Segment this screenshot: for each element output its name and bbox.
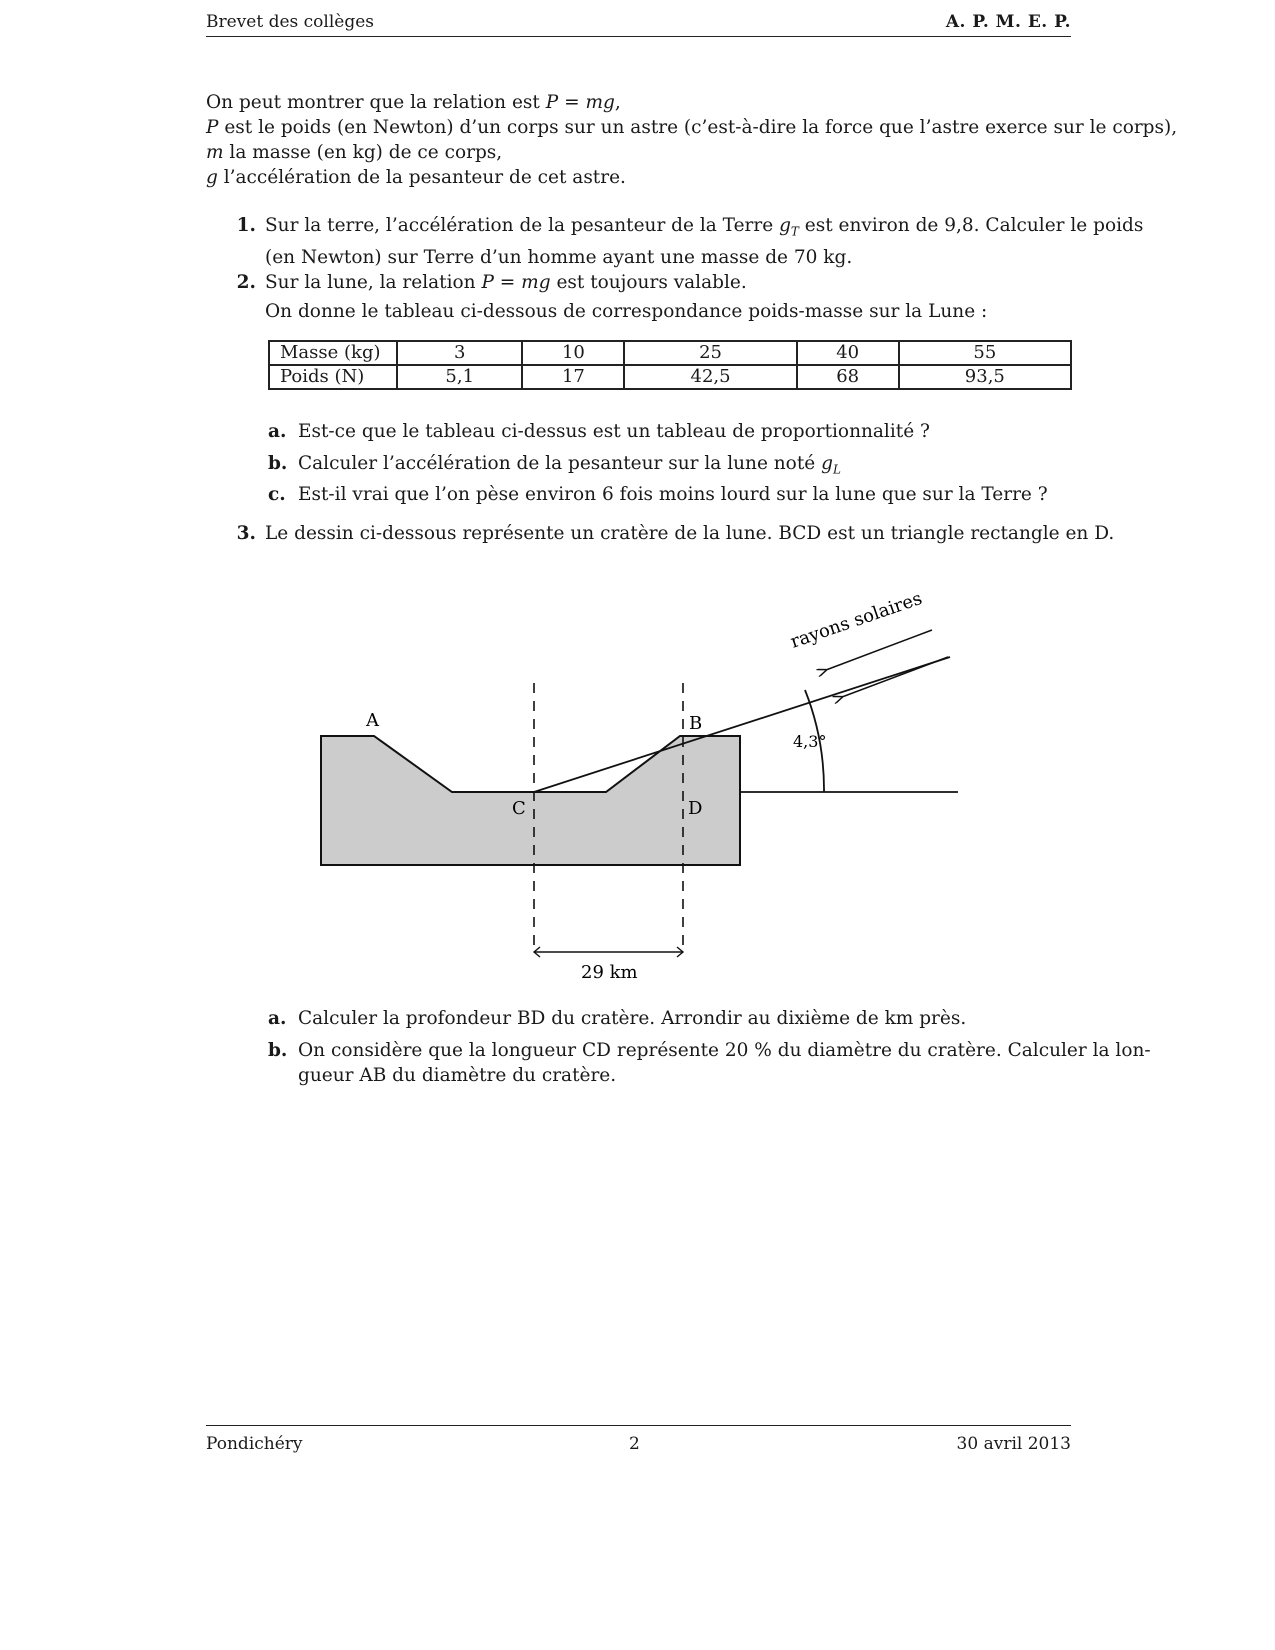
label-c: C: [512, 798, 526, 819]
table-cell: 25: [624, 341, 796, 365]
q1-sub: T: [790, 224, 799, 239]
table-cell: 5,1: [397, 365, 522, 389]
footer-left: Pondichéry: [206, 1434, 303, 1454]
q3-b-text-line-2: gueur AB du diamètre du cratère.: [298, 1065, 617, 1086]
intro-var-g: g: [206, 167, 218, 188]
page-footer: [206, 1425, 1071, 1454]
q2-formula: P = mg: [481, 272, 551, 293]
q3-a-letter: a.: [268, 1008, 287, 1029]
table-cell: Masse (kg): [269, 341, 397, 365]
label-a: A: [366, 710, 379, 731]
intro-line-1-text: On peut montrer que la relation est: [206, 92, 546, 113]
q3-b-letter: b.: [268, 1040, 288, 1061]
table-cell: 55: [899, 341, 1071, 365]
q2-a-text: Est-ce que le tableau ci-dessus est un tableau de proportionnalité ?: [298, 421, 930, 442]
header-left: Brevet des collèges: [206, 12, 375, 32]
q1-line-2: (en Newton) sur Terre d’un homme ayant une masse de 70 kg.: [265, 246, 853, 268]
footer-page-number: 2: [629, 1434, 640, 1454]
intro-line-1-end: ,: [614, 92, 621, 113]
label-d: D: [688, 798, 703, 819]
intro-line-4-text: l’accélération de la pesanteur de cet astre.: [217, 167, 626, 188]
q1-number: 1.: [236, 215, 256, 236]
table-cell: 3: [397, 341, 522, 365]
table-cell: 10: [522, 341, 624, 365]
crater-shape: [321, 736, 740, 865]
ray-line-3: [842, 657, 948, 697]
ray-line-cb: [534, 657, 950, 792]
intro-formula: P = mg: [545, 92, 615, 113]
q2-c-text: Est-il vrai que l’on pèse environ 6 fois moins lourd sur la lune que sur la Terre ?: [298, 484, 1048, 505]
table-cell: 93,5: [899, 365, 1071, 389]
intro-line-2-text: est le poids (en Newton) d’un corps sur un astre (c’est-à-dire la force que l’astre exerce sur le corps),: [218, 117, 1178, 138]
q2-a-letter: a.: [268, 421, 287, 442]
label-angle: 4,3°: [793, 732, 827, 751]
label-distance: 29 km: [581, 962, 638, 983]
header-right: A. P. M. E. P.: [945, 12, 1071, 32]
q2-text-a: Sur la lune, la relation: [265, 272, 482, 293]
q2-b-letter: b.: [268, 453, 288, 474]
table-cell: 17: [522, 365, 624, 389]
q2-b-var: g: [821, 453, 833, 474]
q3-b-text-line-1: On considère que la longueur CD représente 20 % du diamètre du cratère. Calculer la lon-: [298, 1040, 1151, 1061]
intro-var-m: m: [206, 142, 224, 163]
label-b: B: [689, 713, 703, 734]
q2-text-b: est toujours valable.: [550, 272, 747, 293]
q1-text-a: Sur la terre, l’accélération de la pesanteur de la Terre: [265, 215, 780, 236]
q2-b-text: Calculer l’accélération de la pesanteur sur la lune noté: [298, 453, 822, 474]
q1-text-b: est environ de 9,8. Calculer le poids: [798, 215, 1144, 236]
table-cell: 42,5: [624, 365, 796, 389]
q2-number: 2.: [236, 272, 256, 293]
q3-text: Le dessin ci-dessous représente un cratère de la lune. BCD est un triangle rectangle en D.: [265, 523, 1115, 544]
label-rays: rayons solaires: [787, 588, 925, 653]
q2-b-sub: L: [832, 462, 841, 477]
q1-var: g: [779, 215, 791, 236]
table-cell: Poids (N): [269, 365, 397, 389]
table-cell: 40: [797, 341, 899, 365]
q2-line-2: On donne le tableau ci-dessous de correspondance poids-masse sur la Lune :: [265, 301, 988, 322]
q3-a-text: Calculer la profondeur BD du cratère. Arrondir au dixième de km près.: [298, 1008, 967, 1029]
footer-right: 30 avril 2013: [956, 1434, 1071, 1454]
intro-line-3-text: la masse (en kg) de ce corps,: [223, 142, 503, 163]
table-cell: 68: [797, 365, 899, 389]
q2-c-letter: c.: [268, 484, 286, 505]
q3-number: 3.: [236, 523, 256, 544]
intro-var-p: P: [206, 117, 219, 138]
